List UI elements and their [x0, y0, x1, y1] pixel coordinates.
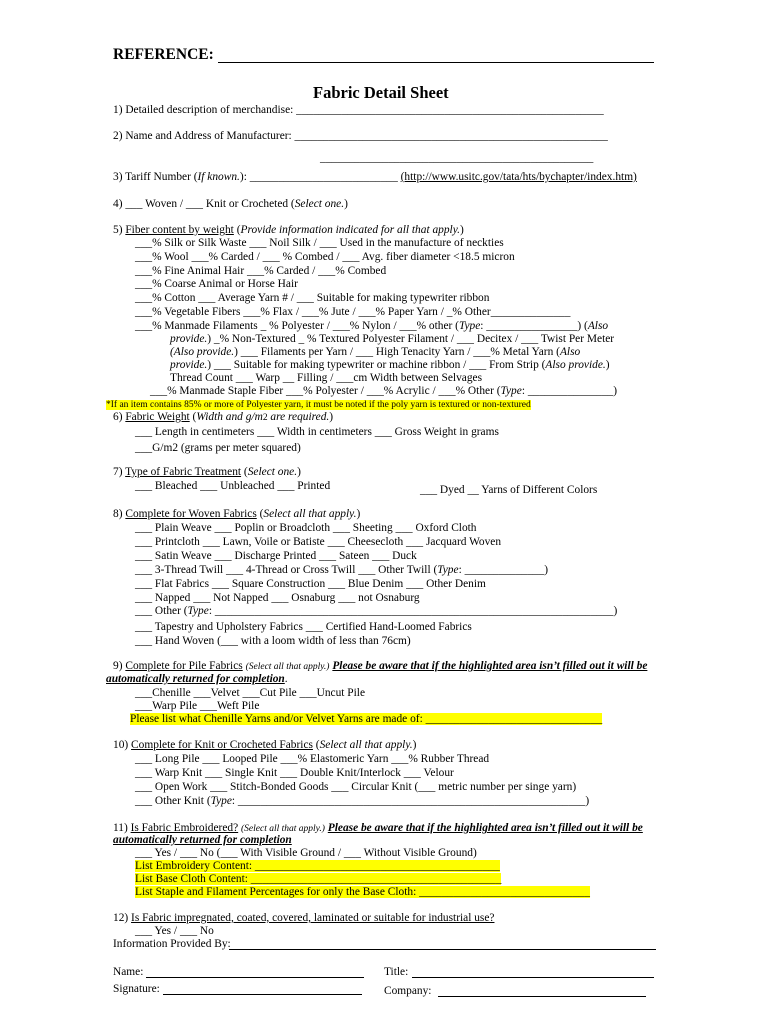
form-text: Select all that apply.: [263, 508, 357, 520]
form-text: List Staple and Filament Percentages for only the Base Cloth: ______________________________: [135, 886, 590, 898]
form-line: [135, 925, 214, 938]
form-line: [113, 912, 494, 925]
info-provided-line: [229, 949, 656, 950]
form-text: Complete for Pile Fabrics: [125, 660, 243, 672]
form-text: (: [312, 739, 320, 751]
form-text: ________________________________________________: [320, 152, 594, 164]
form-text: ): __________________________: [239, 171, 401, 183]
form-text: (: [241, 466, 248, 478]
form-line: [113, 966, 143, 979]
form-text: ): [356, 508, 361, 520]
form-text: ___Chenille ___Velvet ___Cut Pile ___Uncut Pile: [135, 687, 366, 699]
form-text: : _______________): [521, 385, 618, 397]
form-text: Fiber content by weight: [125, 224, 234, 236]
form-line: [135, 320, 608, 333]
form-text: Type: [458, 320, 481, 332]
form-line: [135, 237, 504, 250]
form-line: [135, 621, 472, 634]
form-text: ___ Other Knit (: [135, 795, 211, 807]
form-line: [384, 985, 431, 998]
form-line: [113, 198, 348, 211]
form-text: ___% Manmade Staple Fiber ___% Polyester / ___% Acrylic / ___% Other (: [150, 385, 501, 397]
form-text: ___ Printcloth ___ Lawn, Voile or Batiste ___ Cheesecloth ___ Jacquard Woven: [135, 536, 502, 548]
form-line: [113, 834, 292, 847]
form-text: : ______________): [458, 564, 549, 576]
form-text: ___% Fine Animal Hair ___% Carded / ___% Combed: [135, 265, 387, 277]
form-text: (Select all that apply.): [241, 824, 325, 834]
form-text: Type: [187, 605, 209, 617]
form-text: .: [284, 673, 288, 685]
form-text: Type: [210, 795, 232, 807]
form-line: [135, 536, 501, 549]
form-line: [135, 306, 570, 319]
form-line: [135, 886, 590, 899]
form-line: [135, 605, 617, 618]
form-line: [130, 713, 602, 726]
form-text: 11): [113, 822, 131, 834]
form-line: [135, 847, 477, 860]
form-line: [320, 152, 593, 165]
form-text: ___Warp Pile ___Weft Pile: [135, 700, 260, 712]
form-text: : ______________________________________________________________________): [208, 605, 618, 617]
reference-line: [218, 62, 654, 63]
form-line: [135, 278, 298, 291]
form-text: Type of Fabric Treatment: [125, 466, 242, 478]
form-text: (: [256, 508, 264, 520]
form-text: ___ 3-Thread Twill ___ 4-Thread or Cross Twill ___ Other Twill (: [135, 564, 438, 576]
form-text: Title:: [384, 966, 409, 978]
form-line: [113, 171, 637, 184]
form-line: [170, 359, 610, 372]
form-text: Select one.: [294, 198, 345, 210]
form-text: (: [189, 411, 197, 423]
form-line: [135, 795, 589, 808]
form-line: [135, 442, 301, 455]
form-text: ___ Plain Weave ___ Poplin or Broadcloth ___ Sheeting ___ Oxford Cloth: [135, 522, 477, 534]
form-text: : _____________________________________________________________): [231, 795, 590, 807]
form-text: ): [459, 224, 464, 236]
form-line: [135, 592, 420, 605]
form-text: ___ Hand Woven (___ with a loom width of less than 76cm): [135, 635, 411, 647]
form-line: [113, 739, 416, 752]
form-text: 1) Detailed description of merchandise: ______________________________________________________: [113, 104, 604, 116]
form-text: Provide information indicated for all that apply.: [240, 224, 460, 236]
form-text: : ________________) (: [480, 320, 588, 332]
form-text: Is Fabric impregnated, coated, covered, laminated or suitable for industrial use?: [131, 912, 495, 924]
form-text: Please be aware that if the highlighted area isn’t filled out it will be: [332, 660, 648, 672]
form-text: 4) ___ Woven / ___ Knit or Crocheted (: [113, 198, 295, 210]
form-line: [135, 753, 489, 766]
form-text: ___ Satin Weave ___ Discharge Printed ___ Sateen ___ Duck: [135, 550, 417, 562]
form-line: [113, 983, 160, 996]
form-line: [135, 522, 477, 535]
form-line: [170, 333, 614, 346]
form-text: Information Provided By:: [113, 938, 231, 950]
title-line: [412, 977, 654, 978]
form-text: ) ___ Filaments per Yarn / ___ High Tenacity Yarn / ___% Metal Yarn (: [234, 346, 560, 358]
signature-line: [163, 994, 362, 995]
form-text: provide.: [170, 359, 208, 371]
form-line: [106, 673, 288, 686]
form-text: (Select all that apply.): [245, 662, 330, 672]
form-text: ___G/m2 (grams per meter squared): [135, 442, 301, 454]
form-text: *If an item contains 85% or more of Polyester yarn, it must be noted if the poly yarn is textured or non-textured: [106, 400, 531, 410]
form-text: ___ Tapestry and Upholstery Fabrics ___ Certified Hand-Loomed Fabrics: [135, 621, 472, 633]
form-text: Select all that apply.: [319, 739, 413, 751]
form-line: [135, 781, 576, 794]
form-text: Signature:: [113, 983, 160, 995]
form-text: ___ Yes / ___ No (___ With Visible Ground / ___ Without Visible Ground): [135, 847, 477, 859]
form-line: [113, 466, 301, 479]
form-text: (: [233, 224, 241, 236]
form-text: 10): [113, 739, 132, 751]
form-text: ___ Flat Fabrics ___ Square Construction ___ Blue Denim ___ Other Denim: [135, 578, 486, 590]
form-text: ___ Open Work ___ Stitch-Bonded Goods ___ Circular Knit (___ metric number per singe yarn): [135, 781, 577, 793]
form-text: 3) Tariff Number (: [113, 171, 198, 183]
form-text: (Also provide.: [170, 346, 235, 358]
form-line: [135, 265, 386, 278]
form-line: [135, 550, 417, 563]
form-text: Select one.: [247, 466, 298, 478]
form-line: [135, 251, 515, 264]
page-title: Fabric Detail Sheet: [313, 83, 449, 102]
form-line: [135, 426, 499, 439]
form-text: Name:: [113, 966, 144, 978]
form-text: Type: [437, 564, 459, 576]
name-line: [146, 977, 364, 978]
form-text: 9): [113, 660, 126, 672]
form-text: If known.: [197, 171, 240, 183]
form-line: [135, 480, 330, 493]
form-text: automatically returned for completion: [106, 673, 285, 685]
company-line: [438, 996, 646, 997]
form-text: 2: [262, 413, 268, 423]
form-text: Please list what Chenille Yarns and/or Velvet Yarns are made of: _______________________________: [130, 713, 603, 725]
form-text: ___ Dyed __ Yarns of Different Colors: [420, 484, 598, 496]
form-text: List Embroidery Content: ___________________________________________: [135, 860, 500, 872]
form-text: Please be aware that if the highlighted area isn’t filled out it will be: [327, 822, 643, 834]
form-line: [113, 411, 333, 425]
form-line: [113, 104, 604, 117]
tariff-link[interactable]: (http://www.usitc.gov/tata/hts/bychapter/index.htm): [400, 171, 637, 183]
form-line: [106, 398, 531, 412]
form-text: ___ Napped ___ Not Napped ___ Osnaburg ___ not Osnaburg: [135, 592, 420, 604]
form-text: Complete for Woven Fabrics: [125, 508, 257, 520]
form-text: are required.: [267, 411, 330, 423]
reference-label: REFERENCE:: [113, 46, 214, 63]
form-line: [113, 224, 464, 237]
form-text: List Base Cloth Content: ____________________________________________: [135, 873, 502, 885]
form-text: Also: [559, 346, 581, 358]
form-text: Also: [587, 320, 609, 332]
form-line: [135, 767, 454, 780]
form-text: 7): [113, 466, 126, 478]
form-text: Is Fabric Embroidered?: [130, 822, 239, 834]
form-text: ): [297, 466, 301, 478]
form-line: [135, 700, 259, 713]
form-line: [170, 346, 580, 359]
form-text: provide.: [170, 333, 208, 345]
form-line: [113, 508, 360, 521]
form-line: [135, 635, 411, 648]
form-text: 8): [113, 508, 126, 520]
form-text: 6): [113, 411, 126, 423]
form-text: ): [412, 739, 417, 751]
form-text: Type: [500, 385, 522, 397]
form-text: ___% Manmade Filaments _ % Polyester / ___% Nylon / ___% other (: [135, 320, 459, 332]
form-line: [135, 564, 548, 577]
form-text: ): [329, 411, 334, 423]
form-text: Thread Count ___ Warp __ Filling / ___cm Width between Selvages: [170, 372, 483, 384]
form-text: ___ Other (: [135, 605, 188, 617]
form-text: Complete for Knit or Crocheted Fabrics: [131, 739, 313, 751]
form-line: [150, 385, 617, 398]
form-line: [135, 687, 365, 700]
form-text: ): [605, 359, 610, 371]
form-text: ___ Warp Knit ___ Single Knit ___ Double Knit/Interlock ___ Velour: [135, 767, 454, 779]
form-text: 12): [113, 912, 132, 924]
form-text: 2) Name and Address of Manufacturer: _______________________________________________________: [113, 130, 608, 142]
form-text: ___ Length in centimeters ___ Width in centimeters ___ Gross Weight in grams: [135, 426, 499, 438]
form-text: ): [344, 198, 348, 210]
form-text: ___% Vegetable Fibers ___% Flax / ___% Jute / ___% Paper Yarn / _% Other______________: [135, 306, 571, 318]
form-line: [170, 372, 482, 385]
form-line: [135, 860, 500, 873]
form-line: [384, 966, 408, 979]
form-text: ___ Bleached ___ Unbleached ___ Printed: [135, 480, 331, 492]
form-text: ___% Wool ___% Carded / ___ % Combed / ___ Avg. fiber diameter <18.5 micron: [135, 251, 515, 263]
form-line: [113, 130, 608, 143]
form-line: [420, 484, 597, 497]
form-line: [135, 873, 501, 886]
form-text: 5): [113, 224, 126, 236]
form-text: Fabric Weight: [125, 411, 190, 423]
form-text: Also provide.: [545, 359, 606, 371]
form-text: ___% Silk or Silk Waste ___ Noil Silk / ___ Used in the manufacture of neckties: [135, 237, 504, 249]
form-text: ) _% Non-Textured _ % Textured Polyester Filament / ___ Decitex / ___ Twist Per Meter: [207, 333, 615, 345]
form-text: Width and g/m: [196, 411, 263, 423]
form-line: [135, 578, 486, 591]
form-text: ) ___ Suitable for making typewriter or machine ribbon / ___ From Strip (: [207, 359, 546, 371]
form-text: ___ Long Pile ___ Looped Pile ___% Elastomeric Yarn ___% Rubber Thread: [135, 753, 490, 765]
form-line: [113, 660, 647, 674]
form-text: automatically returned for completion: [113, 834, 292, 846]
form-text: ___ Yes / ___ No: [135, 925, 214, 937]
form-text: ___% Cotton ___ Average Yarn # / ___ Suitable for making typewriter ribbon: [135, 292, 490, 304]
form-text: ___% Coarse Animal or Horse Hair: [135, 278, 298, 290]
form-line: [135, 292, 489, 305]
form-line: [113, 938, 231, 951]
form-text: Company:: [384, 985, 432, 997]
